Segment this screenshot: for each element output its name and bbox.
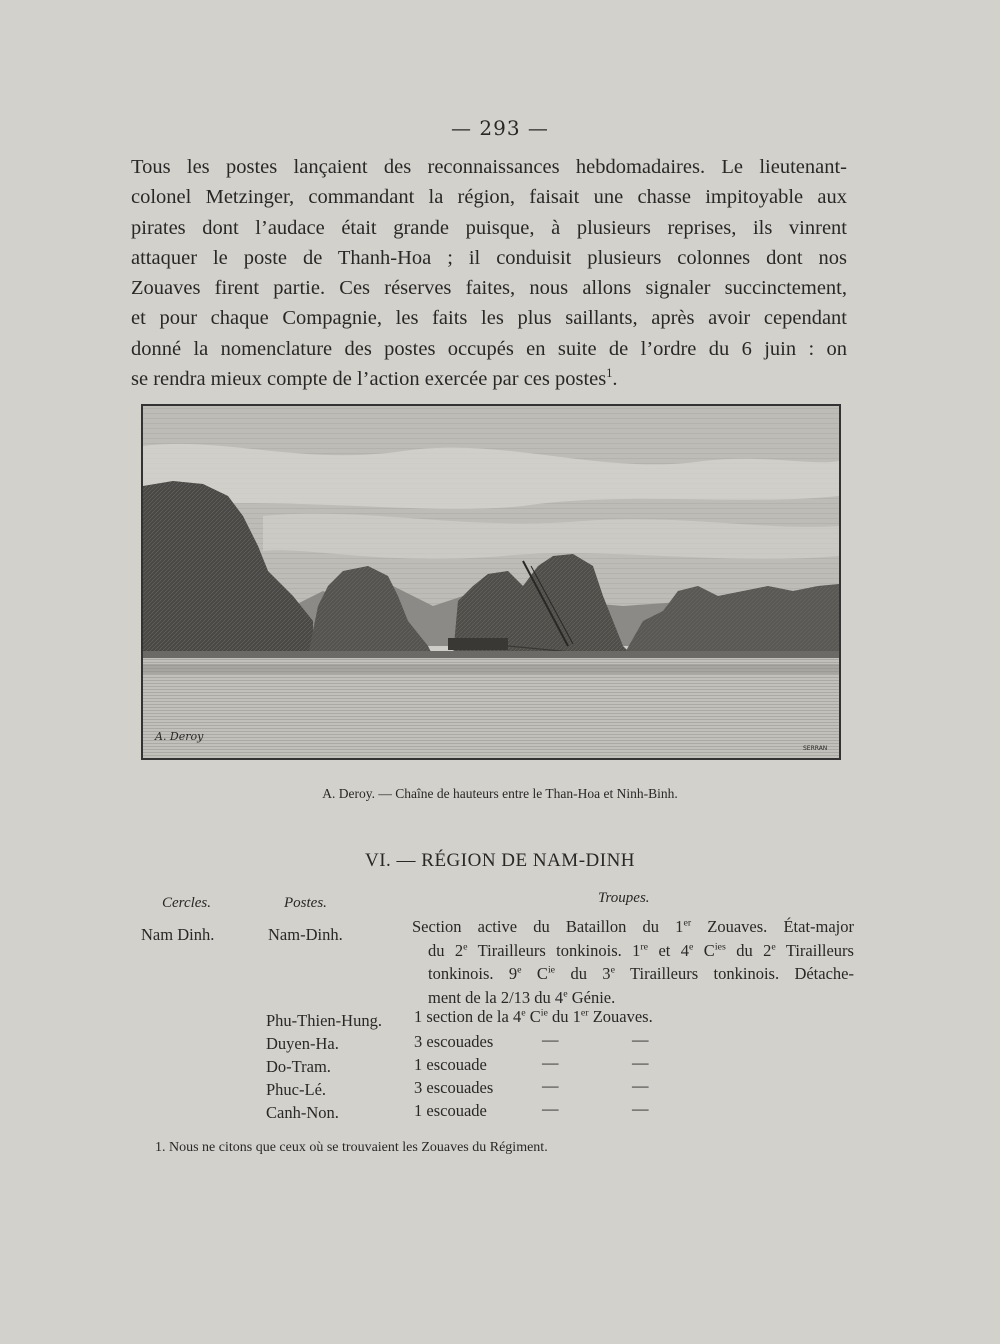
ditto-mark: — [542, 1053, 559, 1072]
body-line: Zouaves firent partie. Ces réserves faites, nous allons signaler succinctement, [131, 277, 847, 300]
landscape-engraving [143, 406, 839, 758]
text: C [521, 964, 548, 983]
troupes-line [412, 986, 854, 1010]
text: du 2 [428, 940, 464, 960]
text: et 4 [648, 940, 690, 960]
cercle-name: Nam Dinh. [141, 925, 215, 944]
text: du 2 [725, 940, 772, 960]
engraver-mark: SERRAN [803, 745, 828, 752]
sup: e [521, 1007, 526, 1019]
text: Tirailleurs [775, 940, 854, 960]
troupes-line [412, 939, 854, 963]
text: C [525, 1007, 541, 1026]
troupes-cell [412, 915, 854, 1009]
text: Zouaves. [588, 1007, 653, 1026]
text: Zouaves. État-major [691, 917, 855, 936]
page-number: — 293 — [451, 116, 549, 140]
sup: e [563, 988, 568, 999]
footnote-reference: 1 [606, 366, 613, 381]
text: ment de la 2/13 du 4 [428, 987, 564, 1007]
sup: ie [540, 1007, 548, 1019]
text: du 1 [547, 1007, 581, 1026]
sup: e [689, 941, 694, 952]
sup: e [517, 964, 522, 976]
body-line: pirates dont l’audace était grande puisque, à plusieurs reprises, ils vinrent [131, 216, 847, 239]
end-punctuation: . [612, 368, 618, 391]
sup: ies [714, 941, 726, 952]
poste-name: Phu-Thien-Hung. [266, 1011, 382, 1030]
text: tonkinois. 9 [428, 964, 518, 983]
section-title: VI. — RÉGION DE NAM-DINH [364, 850, 636, 871]
text: Génie. [567, 987, 616, 1007]
body-line: Tous les postes lançaient des reconnaissances hebdomadaires. Le lieutenant- [131, 156, 847, 178]
body-line: et pour chaque Compagnie, les faits les plus saillants, après avoir cependant [131, 307, 847, 330]
ditto-mark: — [542, 1030, 559, 1049]
troupes-line [412, 915, 854, 939]
text: Tirailleurs tonkinois. Détache- [614, 964, 854, 983]
header-cercles: Cercles. [162, 895, 212, 911]
artist-signature: A. Deroy [155, 730, 204, 743]
poste-name: Phuc-Lé. [266, 1080, 327, 1099]
ditto-mark: — [632, 1053, 649, 1072]
header-troupes: Troupes. [598, 890, 650, 906]
sup: e [463, 941, 468, 952]
body-line-last [131, 364, 847, 394]
sup: er [580, 1007, 589, 1019]
poste-name: Canh-Non. [266, 1103, 339, 1122]
ditto-mark: — [632, 1076, 649, 1095]
ditto-mark: — [542, 1076, 559, 1095]
troupes-cell: 1 escouade [414, 1055, 487, 1074]
poste-name: Nam-Dinh. [268, 925, 343, 944]
text: Section active du Bataillon du 1 [412, 917, 684, 936]
text: Tirailleurs tonkinois. 1 [467, 940, 641, 960]
engraving-illustration [141, 404, 841, 760]
text: du 3 [555, 964, 611, 983]
body-paragraph [131, 152, 847, 394]
footnote: 1. Nous ne citons que ceux où se trouvaient les Zouaves du Régiment. [155, 1140, 548, 1155]
figure-caption: A. Deroy. — Chaîne de hauteurs entre le Than-Hoa et Ninh-Binh. [322, 786, 678, 801]
water-reflection [143, 664, 839, 674]
body-line: colonel Metzinger, commandant la région, faisait une chasse impitoyable aux [131, 186, 847, 209]
troupes-cell: 3 escouades [414, 1078, 494, 1097]
sup: re [640, 941, 649, 952]
sup: e [771, 941, 776, 952]
body-line-text: se rendra mieux compte de l’action exercée par ces postes [131, 368, 607, 391]
header-postes: Postes. [284, 895, 327, 911]
shoreline [143, 651, 839, 659]
body-line: donné la nomenclature des postes occupés en suite de l’ordre du 6 juin : on [131, 337, 847, 360]
ditto-mark: — [632, 1030, 649, 1049]
sup: er [683, 917, 692, 929]
text: C [693, 940, 715, 960]
poste-name: Do-Tram. [266, 1057, 331, 1076]
troupes-line [412, 962, 854, 986]
ditto-mark: — [632, 1099, 649, 1118]
ditto-mark: — [542, 1099, 559, 1118]
sup: ie [547, 964, 556, 976]
troupes-cell: 1 escouade [414, 1101, 487, 1120]
sup: e [610, 964, 615, 976]
troupes-cell: 3 escouades [414, 1032, 494, 1051]
boat-hull [448, 638, 508, 650]
poste-name: Duyen-Ha. [266, 1034, 339, 1053]
troupes-cell [414, 1007, 653, 1027]
text: 1 section de la 4 [414, 1007, 522, 1026]
body-line: attaquer le poste de Thanh-Hoa ; il conduisit plusieurs colonnes dont nos [131, 246, 847, 269]
